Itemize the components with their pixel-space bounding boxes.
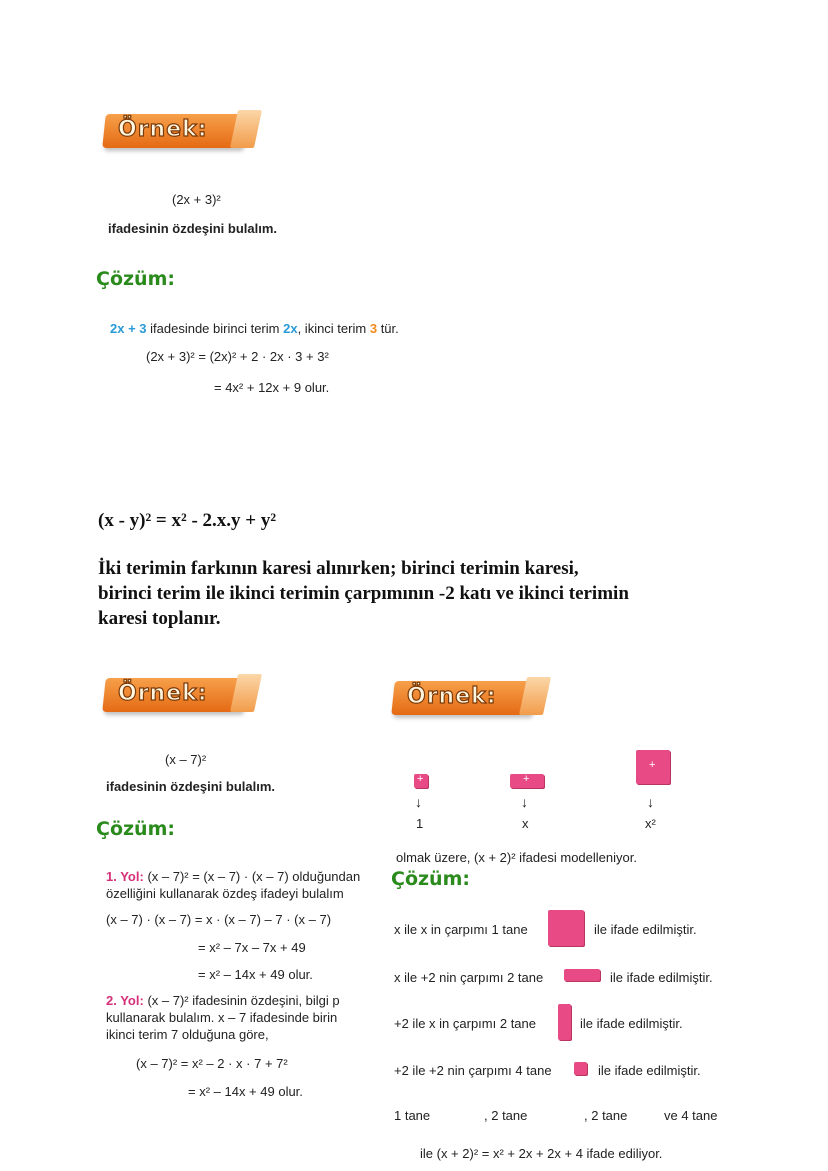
way1-text: (x – 7)² = (x – 7) · (x – 7) olduğundan bbox=[147, 869, 361, 884]
example-badge bbox=[393, 675, 553, 721]
x-tile bbox=[564, 969, 600, 981]
x-squared-tile bbox=[548, 910, 584, 946]
way2-text: (x – 7)² ifadesinin özdeşini, bilgi p bbox=[147, 993, 340, 1008]
way2-text3: ikinci terim 7 olduğuna göre, bbox=[106, 1027, 269, 1042]
example2-step3: = x² – 14x + 49 olur. bbox=[198, 967, 313, 982]
solution-label: Çözüm: bbox=[391, 868, 470, 890]
rule-formula: (x - y)² = x² - 2.x.y + y² bbox=[98, 510, 277, 531]
line1-text-c: tür. bbox=[380, 321, 399, 336]
example2-prompt: ifadesinin özdeşini bulalım. bbox=[106, 779, 276, 794]
tile-label-x: x bbox=[522, 816, 529, 831]
way1-text2: özelliğini kullanarak özdeş ifadeyi bulalım bbox=[106, 886, 344, 901]
solution-label: Çözüm: bbox=[96, 268, 175, 290]
arrow-down-icon: ↓ bbox=[647, 794, 654, 810]
row3-suffix: ile ifade edilmiştir. bbox=[580, 1016, 683, 1031]
tile-plus-sign: + bbox=[649, 759, 656, 771]
example-badge bbox=[104, 108, 264, 154]
model-text: olmak üzere, (x + 2)² ifadesi modelleniyor. bbox=[396, 850, 637, 865]
example2-step4: (x – 7)² = x² – 2 · x · 7 + 7² bbox=[136, 1056, 288, 1071]
example2-step2: = x² – 7x – 7x + 49 bbox=[198, 940, 306, 955]
example2-way2 bbox=[106, 992, 370, 1043]
rule-text bbox=[98, 556, 629, 631]
way2-label: 2. Yol: bbox=[106, 993, 144, 1008]
unit-tile bbox=[414, 774, 428, 788]
sum-count-1: 1 tane bbox=[394, 1108, 431, 1123]
x-tile-vertical bbox=[558, 1004, 571, 1040]
term-2x3: 2x + 3 bbox=[110, 321, 147, 336]
example2-expression: (x – 7)² bbox=[165, 752, 207, 767]
rule-text-line1: İki terimin farkının karesi alınırken; birinci terimin karesi, bbox=[98, 558, 579, 579]
tile-label-x2: x² bbox=[645, 816, 656, 831]
example2-step1: (x – 7) · (x – 7) = x · (x – 7) – 7 · (x – 7) bbox=[106, 912, 332, 927]
badge-label: Örnek: bbox=[118, 117, 208, 142]
term-2x: 2x bbox=[283, 321, 298, 336]
rule-text-line3: karesi toplanır. bbox=[98, 608, 221, 629]
example1-line3: = 4x² + 12x + 9 olur. bbox=[214, 380, 330, 395]
arrow-down-icon: ↓ bbox=[415, 794, 422, 810]
row2-text: x ile +2 nin çarpımı 2 tane bbox=[394, 970, 544, 985]
way2-text2: kullanarak bulalım. x – 7 ifadesinde birin bbox=[106, 1010, 338, 1025]
badge-label: Örnek: bbox=[118, 681, 208, 706]
tile-plus-sign: + bbox=[417, 773, 424, 785]
example1-line1 bbox=[110, 321, 399, 336]
arrow-down-icon: ↓ bbox=[521, 794, 528, 810]
example-badge bbox=[104, 672, 264, 718]
way1-label: 1. Yol: bbox=[106, 869, 144, 884]
row2-suffix: ile ifade edilmiştir. bbox=[610, 970, 713, 985]
example2-step5: = x² – 14x + 49 olur. bbox=[188, 1084, 303, 1099]
term-3: 3 bbox=[369, 321, 378, 336]
example1-expression: (2x + 3)² bbox=[172, 192, 221, 207]
line1-text-a: ifadesinde birinci terim bbox=[150, 321, 280, 336]
rule-text-line2: birinci terim ile ikinci terimin çarpımının -2 katı ve ikinci terimin bbox=[98, 583, 629, 604]
example1-line2: (2x + 3)² = (2x)² + 2 · 2x · 3 + 3² bbox=[146, 349, 329, 364]
badge-label: Örnek: bbox=[407, 684, 497, 709]
row3-text: +2 ile x in çarpımı 2 tane bbox=[394, 1016, 536, 1031]
unit-tile bbox=[574, 1062, 587, 1075]
x-tile bbox=[510, 774, 544, 788]
row4-suffix: ile ifade edilmiştir. bbox=[598, 1063, 701, 1078]
x-squared-tile bbox=[636, 750, 670, 784]
row4-text: +2 ile +2 nin çarpımı 4 tane bbox=[394, 1063, 552, 1078]
line1-text-b: , ikinci terim bbox=[297, 321, 367, 336]
example2-way1 bbox=[106, 868, 370, 902]
sum-count-3: , 2 tane bbox=[584, 1108, 628, 1123]
final-identity: ile (x + 2)² = x² + 2x + 2x + 4 ifade ediliyor. bbox=[420, 1146, 663, 1161]
row1-text: x ile x in çarpımı 1 tane bbox=[394, 922, 528, 937]
solution-label: Çözüm: bbox=[96, 818, 175, 840]
tile-plus-sign: + bbox=[523, 773, 530, 785]
sum-count-4: ve 4 tane bbox=[664, 1108, 718, 1123]
sum-count-2: , 2 tane bbox=[484, 1108, 528, 1123]
example1-prompt: ifadesinin özdeşini bulalım. bbox=[108, 221, 278, 236]
row1-suffix: ile ifade edilmiştir. bbox=[594, 922, 697, 937]
tile-label-1: 1 bbox=[416, 816, 424, 831]
